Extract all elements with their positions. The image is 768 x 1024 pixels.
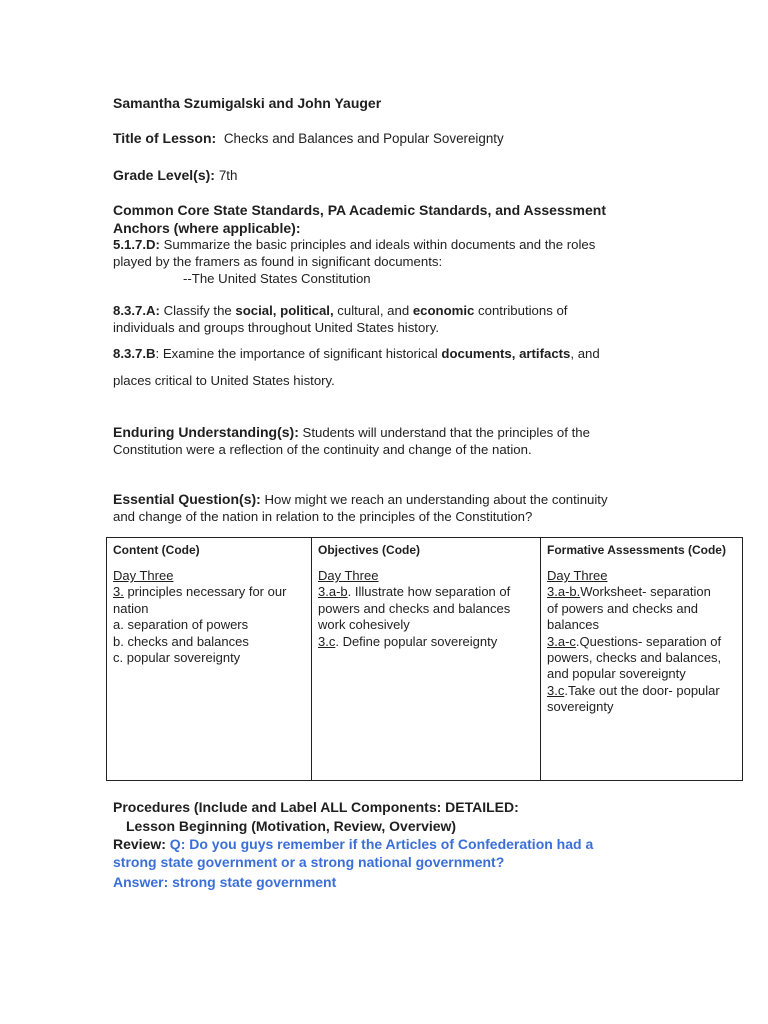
assessment-code: 3.a-b. <box>547 584 581 600</box>
procedures-heading: Procedures (Include and Label ALL Components: DETAILED: <box>113 799 519 815</box>
standards-heading-line1: Common Core State Standards, PA Academic Standards, and Assessment <box>113 202 606 218</box>
standard-bold-text: economic <box>412 303 475 318</box>
standard-code: 8.3.7.B <box>113 346 156 361</box>
objective-text: . Define popular sovereignty <box>335 633 498 649</box>
essential-label: Essential Question(s): <box>113 491 261 507</box>
standards-heading <box>113 201 606 237</box>
standard-text: individuals and groups throughout United States history. <box>113 320 439 335</box>
list-item: b. checks and balances <box>113 633 249 649</box>
objective-text: powers and checks and balances <box>318 600 511 616</box>
enduring-understanding <box>113 424 590 458</box>
review-answer: Answer: strong state government <box>113 874 337 890</box>
standard-text: Classify the <box>159 303 236 318</box>
objective-code: 3.a-b <box>318 584 348 600</box>
assessment-text: powers, checks and balances, <box>547 650 722 666</box>
standard-text: played by the framers as found in significant documents: <box>113 254 443 269</box>
standard-5-1-7-d <box>113 236 595 287</box>
review-question: strong state government or a strong national government? <box>113 854 505 870</box>
grade-level-line <box>113 166 237 185</box>
day-label: Day Three <box>113 568 174 583</box>
essential-question <box>113 491 608 525</box>
standards-heading-line2: Anchors (where applicable): <box>113 220 301 236</box>
assessments-header: Formative Assessments (Code) <box>547 543 726 557</box>
standards-table <box>106 537 743 781</box>
procedures-subheading: Lesson Beginning (Motivation, Review, Overview) <box>126 818 457 834</box>
standard-8-3-7-b <box>113 345 600 389</box>
assessments-cell <box>541 538 743 781</box>
objectives-header: Objectives (Code) <box>318 543 421 557</box>
standard-bold-text: documents, artifacts <box>441 346 571 361</box>
review-question: Q: Do you guys remember if the Articles of Confederation had a <box>165 836 594 852</box>
grade-level-value: 7th <box>218 168 238 183</box>
standard-text: contributions of <box>474 303 568 318</box>
enduring-text: Students will understand that the principles of the <box>298 425 590 440</box>
content-header: Content (Code) <box>113 543 200 557</box>
assessment-text: Worksheet- separation <box>580 584 711 600</box>
standard-text: Summarize the basic principles and ideals within documents and the roles <box>159 237 596 252</box>
lesson-title-label: Title of Lesson: <box>113 130 217 146</box>
enduring-label: Enduring Understanding(s): <box>113 424 299 440</box>
standard-text: cultural, and <box>333 303 413 318</box>
standard-text: places critical to United States history. <box>113 373 335 388</box>
standard-8-3-7-a <box>113 302 567 336</box>
objectives-cell <box>312 538 541 781</box>
assessment-text: of powers and checks and <box>547 600 699 616</box>
day-label: Day Three <box>318 568 379 583</box>
standard-bold-text: social, political, <box>235 303 334 318</box>
authors: Samantha Szumigalski and John Yauger <box>113 95 382 111</box>
day-label: Day Three <box>547 568 608 583</box>
table-row <box>107 538 743 781</box>
enduring-text: Constitution were a reflection of the continuity and change of the nation. <box>113 442 532 457</box>
essential-text: How might we reach an understanding about the continuity <box>260 492 608 507</box>
objective-text: . Illustrate how separation of <box>347 584 511 600</box>
assessment-code: 3.a-c <box>547 633 576 649</box>
essential-text: and change of the nation in relation to the principles of the Constitution? <box>113 509 533 524</box>
review-block <box>113 835 593 891</box>
standard-code: 5.1.7.D: <box>113 237 160 252</box>
assessment-code: 3.c <box>547 682 565 698</box>
assessment-text: .Questions- separation of <box>575 633 722 649</box>
list-item: c. popular sovereignty <box>113 650 241 666</box>
lesson-title-value: Checks and Balances and Popular Sovereignty <box>223 131 504 146</box>
assessment-text: and popular sovereignty <box>547 666 686 682</box>
assessment-text: sovereignty <box>547 699 614 715</box>
standard-code: 8.3.7.A: <box>113 303 160 318</box>
assessment-text: balances <box>547 617 600 633</box>
objective-text: work cohesively <box>318 617 410 633</box>
lesson-title-line <box>113 129 504 148</box>
standard-text: : Examine the importance of significant historical <box>155 346 442 361</box>
standard-text: , and <box>570 346 600 361</box>
item-text: principles necessary for our <box>123 584 287 600</box>
review-label: Review: <box>113 836 166 852</box>
standard-document: --The United States Constitution <box>183 271 371 286</box>
list-item: a. separation of powers <box>113 617 249 633</box>
grade-level-label: Grade Level(s): <box>113 167 215 183</box>
content-cell <box>107 538 312 781</box>
objective-code: 3.c <box>318 633 336 649</box>
assessment-text: .Take out the door- popular <box>564 682 720 698</box>
item-code: 3. <box>113 584 124 600</box>
item-text: nation <box>113 600 149 616</box>
